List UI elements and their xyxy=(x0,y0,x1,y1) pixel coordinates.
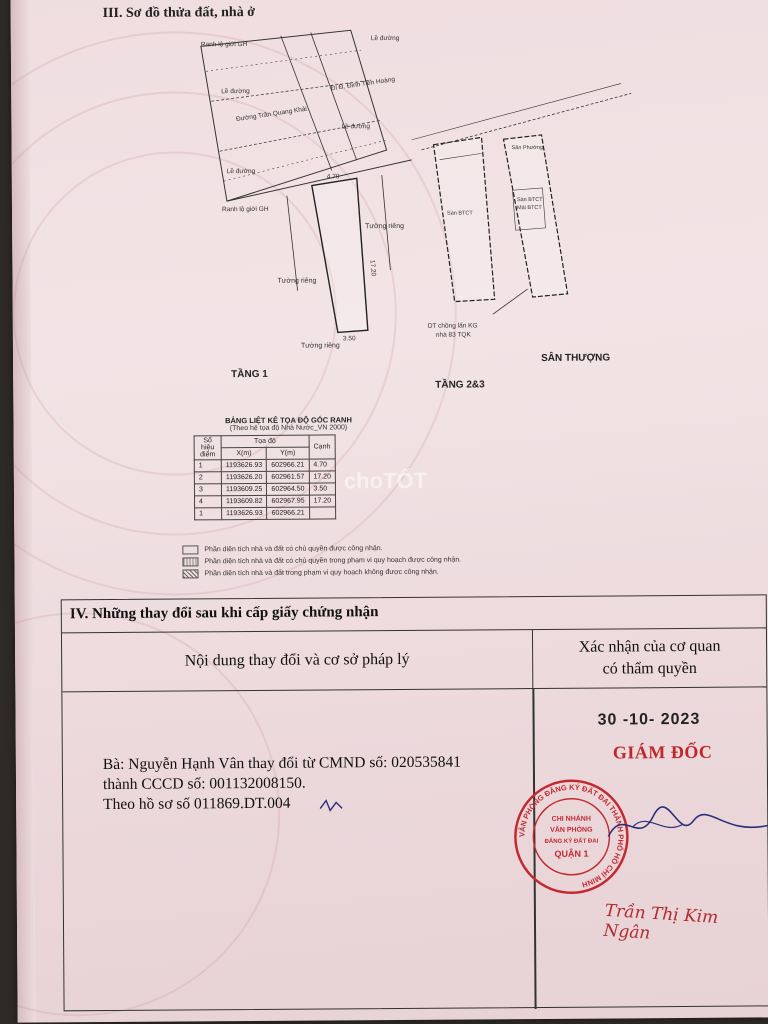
confirmation-date: 30 -10- 2023 xyxy=(597,710,701,729)
lot-floor23 xyxy=(434,137,495,301)
cell-x: 1193626.20 xyxy=(221,471,267,483)
cell-point: 1 xyxy=(195,508,222,520)
lot-side-line xyxy=(287,196,298,291)
cell-x: 1193609.25 xyxy=(221,483,267,495)
table-row xyxy=(194,471,335,484)
label-tran-quang-khai: Đường Trần Quang Khải xyxy=(235,105,308,124)
label-dim-1720: 17.20 xyxy=(368,259,377,277)
certificate-page xyxy=(10,0,768,1023)
change-content xyxy=(103,753,462,815)
legend-text: Phần diện tích nhà và đất có chủ quyền được công nhận. xyxy=(204,545,383,554)
label-tuong-rieng-2: Tường riêng xyxy=(277,277,317,285)
lot-floor1 xyxy=(312,178,368,332)
change-line-1: Bà: Nguyễn Hạnh Vân thay đổi từ CMND số: 020535841 xyxy=(102,753,462,774)
coord-table-subtitle: (Theo hệ tọa độ Nhà Nước_VN 2000) xyxy=(229,424,348,433)
cell-y: 602966.21 xyxy=(267,507,309,519)
col-header-confirmation xyxy=(533,628,766,689)
cell-point: 1 xyxy=(194,460,221,472)
label-dinh-tien-hoang: Đi Đ. Đinh Tiên Hoàng xyxy=(330,76,396,93)
stamp-line-4: QUẬN 1 xyxy=(554,848,589,859)
label-tuong-rieng-3: Tường riêng xyxy=(300,342,340,350)
cell-edge: 3.50 xyxy=(309,483,336,495)
signature-stroke xyxy=(608,806,768,836)
watermark: choTỐT xyxy=(343,467,428,494)
rooftop-label: SÂN THƯỢNG xyxy=(541,352,611,364)
section3-title: III. Sơ đồ thửa đất, nhà ở xyxy=(102,4,255,22)
lot-rooftop xyxy=(503,135,567,297)
legend xyxy=(182,544,461,582)
label-dim-470: 4.70 xyxy=(326,173,340,181)
table-row xyxy=(195,495,336,508)
floor1-label: TẦNG 1 xyxy=(231,368,268,381)
cell-edge: 4.70 xyxy=(309,459,336,471)
legend-swatch xyxy=(183,569,199,578)
cell-x: 1193626.93 xyxy=(222,507,268,519)
col-header-confirmation-line1: Xác nhận của cơ quan xyxy=(578,637,721,656)
legend-swatch xyxy=(182,557,198,566)
cell-y: 602966.21 xyxy=(267,459,309,471)
signature-scribble xyxy=(603,795,768,856)
signer-name: Trần Thị Kim Ngân xyxy=(602,900,719,944)
stamp-outer-text: VĂN PHÒNG ĐĂNG KÝ ĐẤT ĐAI THÀNH PHỐ HỒ CHÍ MINH xyxy=(517,782,626,890)
change-line-3: Theo hồ sơ số 011869.DT.004 xyxy=(103,794,291,814)
col-header-confirmation-line2: có thẩm quyền xyxy=(602,659,697,678)
label-le-duong-2: Lề đường xyxy=(221,87,250,96)
label-san-phuong: Sân Phường xyxy=(511,144,544,152)
cell-y: 602964.50 xyxy=(267,483,309,495)
coord-table xyxy=(194,434,337,520)
legend-item xyxy=(182,544,461,555)
cell-x: 1193626.93 xyxy=(221,459,267,471)
label-san-btct-2: Sàn BTCT xyxy=(516,196,543,204)
cell-x: 1193609.82 xyxy=(222,495,268,507)
stamp-line-3: ĐĂNG KÝ ĐẤT ĐAI xyxy=(544,838,599,845)
pointer-line xyxy=(493,289,528,314)
label-le-duong-4: Lề đường xyxy=(226,167,256,176)
col-header-changes: Nội dung thay đổi và cơ sở pháp lý xyxy=(62,630,533,692)
label-ranh-gioi-top: Ranh lộ giới GH xyxy=(200,41,248,49)
legend-text: Phần diện tích nhà và đất có chủ quyền trong phạm vi quy hoạch được công nhận. xyxy=(204,556,462,566)
signature-stroke xyxy=(633,821,683,828)
header-toa-do: Tọa độ xyxy=(221,435,309,448)
cell-point: 4 xyxy=(195,496,222,508)
cell-point: 2 xyxy=(194,472,221,484)
header-y: Y(m) xyxy=(267,447,309,459)
label-tuong-rieng-1: Tường riêng xyxy=(365,222,405,231)
site-plan-diagram xyxy=(181,8,654,371)
stamp-inner-ring xyxy=(533,799,610,876)
header-canh: Cạnh xyxy=(309,435,336,459)
table-row xyxy=(195,507,336,520)
header-x: X(m) xyxy=(221,447,267,459)
legend-text: Phần diện tích nhà và đất trong phạm vi quy hoạch không được công nhận. xyxy=(204,568,439,578)
label-mai-btct: Mái BTCT xyxy=(516,204,542,212)
cell-point: 3 xyxy=(194,484,221,496)
table-row xyxy=(194,483,335,496)
road-outline xyxy=(201,30,387,201)
cell-y: 602967.95 xyxy=(267,495,309,507)
label-san-btct-1: Sàn BTCT xyxy=(447,210,473,217)
label-nha-so: nhà 83 TQK xyxy=(435,331,471,339)
cell-edge: 17.20 xyxy=(309,495,336,507)
floor23-label: TẦNG 2&3 xyxy=(435,379,485,391)
label-ranh-gioi-bottom: Ranh lộ giới GH xyxy=(221,205,269,214)
coord-table-title: BẢNG LIỆT KÊ TỌA ĐỘ GÓC RANH xyxy=(225,415,352,426)
road-dash xyxy=(206,50,361,71)
director-title: GIÁM ĐỐC xyxy=(612,741,713,763)
legend-item xyxy=(183,568,462,579)
legend-swatch xyxy=(182,545,198,554)
stamp-line-2: VĂN PHÒNG xyxy=(550,826,593,834)
cell-edge xyxy=(309,507,336,519)
legend-item xyxy=(182,556,461,567)
label-le-duong-3: Lề đường xyxy=(341,123,370,131)
header-so-hieu: Số hiệu điểm xyxy=(194,436,221,460)
label-dim-350: 3.50 xyxy=(342,335,356,343)
road-edge-line xyxy=(411,83,621,139)
label-le-duong-1: Lề đường xyxy=(370,34,400,43)
section4-title: IV. Những thay đổi sau khi cấp giấy chứng nhận xyxy=(62,595,766,633)
section4-box xyxy=(61,594,768,1011)
change-line-2: thành CCCD số: 001132008150. xyxy=(102,774,306,794)
table-row xyxy=(194,459,335,472)
stamp-line-1: CHI NHÁNH xyxy=(551,815,591,823)
initial-stroke xyxy=(320,800,342,810)
cell-edge: 17.20 xyxy=(309,471,336,483)
road-bound-line xyxy=(281,35,332,170)
table-header-row xyxy=(194,435,335,448)
cell-y: 602961.57 xyxy=(267,471,309,483)
label-dt-chong-lan: DT chồng lấn KG xyxy=(427,322,478,330)
initial-mark xyxy=(318,796,348,816)
